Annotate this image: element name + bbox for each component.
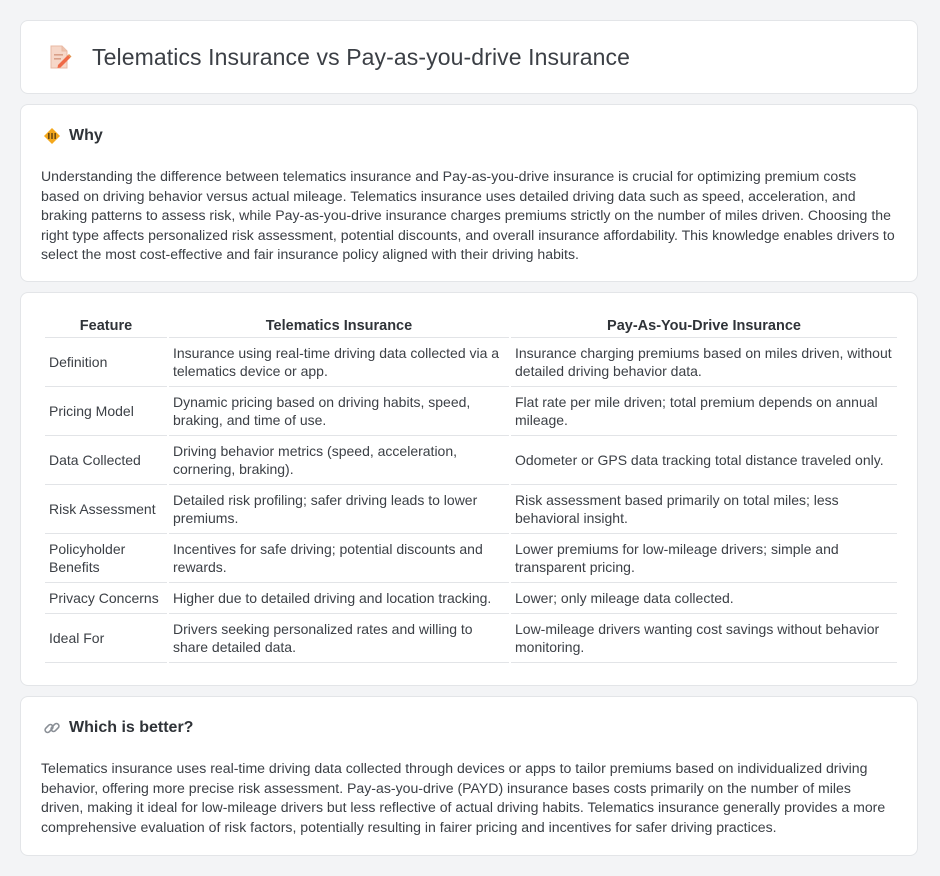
- table-row: [45, 583, 897, 614]
- row-telematics: Incentives for safe driving; potential discounts and rewards.: [169, 534, 509, 583]
- better-heading: Which is better?: [69, 719, 194, 736]
- table-row: [45, 436, 897, 485]
- row-payd: Flat rate per mile driven; total premium depends on annual mileage.: [511, 387, 897, 436]
- table-row: [45, 614, 897, 663]
- row-payd: Insurance charging premiums based on miles driven, without detailed driving behavior data.: [511, 338, 897, 387]
- row-payd: Lower premiums for low-mileage drivers; simple and transparent pricing.: [511, 534, 897, 583]
- row-feature: Definition: [45, 338, 167, 387]
- table-row: [45, 387, 897, 436]
- row-feature: Data Collected: [45, 436, 167, 485]
- row-telematics: Drivers seeking personalized rates and willing to share detailed data.: [169, 614, 509, 663]
- why-heading: Why: [69, 127, 103, 144]
- document-pencil-icon: [45, 43, 73, 71]
- warning-sign-icon: [43, 127, 61, 145]
- better-text: Telematics insurance uses real-time driving data collected through devices or apps to tailor premiums based on individualized driving behavior, offering more precise risk assessment. Pay-as-you-drive (PAYD) insurance bases costs primarily on the number of miles driven, making it ideal for low-mileage drivers but less reflective of actual driving habits. Telematics insurance generally provides a more comprehensive evaluation of risk factors, potentially resulting in fairer pricing and incentives for safer driving practices.: [41, 760, 886, 835]
- header-telematics: Telematics Insurance: [169, 315, 509, 338]
- title-row: [45, 43, 630, 71]
- page-title: Telematics Insurance vs Pay-as-you-drive Insurance: [92, 43, 631, 70]
- better-header: [43, 719, 193, 737]
- why-header: [43, 127, 103, 145]
- title-card: [20, 20, 918, 94]
- row-telematics: Higher due to detailed driving and location tracking.: [169, 583, 509, 614]
- row-telematics: Insurance using real-time driving data collected via a telematics device or app.: [169, 338, 509, 387]
- row-feature: Ideal For: [45, 614, 167, 663]
- table-row: [45, 534, 897, 583]
- row-telematics: Driving behavior metrics (speed, acceleration, cornering, braking).: [169, 436, 509, 485]
- table-row: [45, 485, 897, 534]
- table-row: [45, 338, 897, 387]
- row-payd: Odometer or GPS data tracking total distance traveled only.: [511, 436, 897, 485]
- row-telematics: Dynamic pricing based on driving habits, speed, braking, and time of use.: [169, 387, 509, 436]
- why-section: [20, 104, 918, 282]
- row-telematics: Detailed risk profiling; safer driving leads to lower premiums.: [169, 485, 509, 534]
- header-payd: Pay-As-You-Drive Insurance: [511, 315, 897, 338]
- comparison-section: [20, 292, 918, 686]
- row-payd: Low-mileage drivers wanting cost savings without behavior monitoring.: [511, 614, 897, 663]
- row-payd: Risk assessment based primarily on total miles; less behavioral insight.: [511, 485, 897, 534]
- row-feature: Policyholder Benefits: [45, 534, 167, 583]
- table-header-row: [45, 315, 897, 338]
- why-text: Understanding the difference between telematics insurance and Pay-as-you-drive insurance is crucial for optimizing premium costs based on driving behavior versus actual mileage. Telematics insurance uses detailed driving data such as speed, acceleration, and braking patterns to assess risk, while Pay-as-you-drive insurance charges premiums strictly on the number of miles driven. Choosing the right type affects personalized risk assessment, potential discounts, and overall insurance affordability. This knowledge enables drivers to select the most cost-effective and fair insurance policy aligned with their driving habits.: [41, 168, 895, 262]
- header-feature: Feature: [45, 315, 167, 338]
- which-better-section: [20, 696, 918, 856]
- row-feature: Risk Assessment: [45, 485, 167, 534]
- link-icon: [43, 719, 61, 737]
- comparison-table: [43, 315, 899, 663]
- row-feature: Privacy Concerns: [45, 583, 167, 614]
- row-payd: Lower; only mileage data collected.: [511, 583, 897, 614]
- row-feature: Pricing Model: [45, 387, 167, 436]
